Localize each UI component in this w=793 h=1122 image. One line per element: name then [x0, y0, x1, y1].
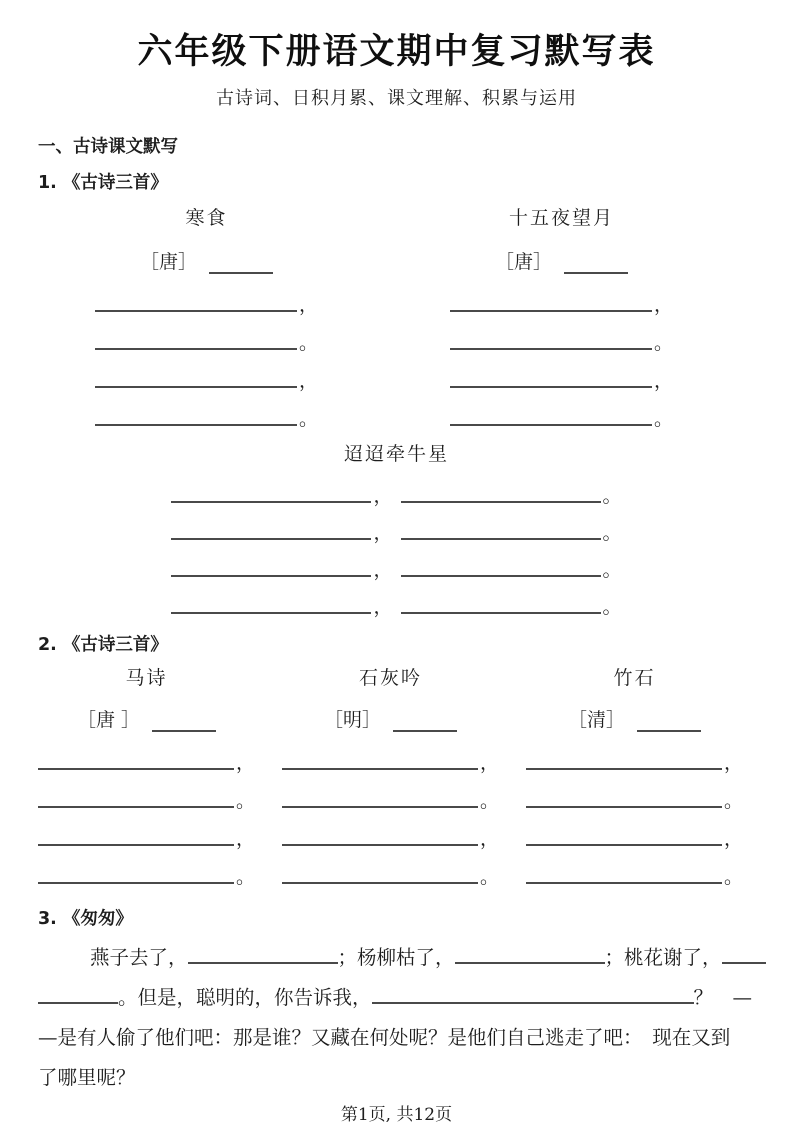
dynasty-label: ［明］: [323, 709, 381, 731]
punctuation-mark: ，: [653, 294, 673, 316]
center-verse-row: [0, 503, 793, 544]
verse-blank-line: [401, 572, 601, 577]
poem-author-row: [140, 244, 273, 274]
poem-column: [282, 666, 499, 888]
punctuation-mark: 。: [653, 332, 673, 354]
cloze-paragraph: [38, 938, 755, 1098]
punctuation-mark: ，: [653, 370, 673, 392]
punctuation-mark: 。: [236, 866, 256, 888]
verse-line-row: [95, 274, 319, 316]
punctuation-mark: ，: [299, 294, 319, 316]
poem-trio-block: [0, 666, 793, 888]
punctuation-mark: 。: [236, 790, 256, 812]
poem-title: 寒食: [185, 207, 228, 229]
verse-blank-line: [171, 535, 371, 540]
poem-column: [450, 206, 673, 430]
poem-title: 十五夜望月: [508, 207, 614, 229]
verse-line-row: [38, 808, 256, 850]
verse-blank-line: [401, 498, 601, 503]
paragraph-text: —是有人偷了他们吧：那是谁？又藏在何处呢？是他们自己逃走了吧： 现在又到: [38, 1026, 731, 1049]
punctuation-mark: 。: [602, 559, 622, 581]
center-verse-row: [0, 577, 793, 618]
item-2-label: 2. 《古诗三首》: [38, 635, 168, 655]
verse-blank-line: [401, 609, 601, 614]
page-subtitle: 古诗词、日积月累、课文理解、积累与运用: [216, 88, 577, 109]
punctuation-mark: ，: [479, 752, 499, 774]
punctuation-mark: ，: [236, 828, 256, 850]
poem-column: [38, 666, 256, 888]
paragraph-text: ；桃花谢了，: [604, 946, 722, 969]
verse-blank-line: [95, 421, 297, 426]
poem-author-row: [77, 702, 216, 732]
dynasty-label: ［清］: [567, 709, 625, 731]
paragraph-line: [38, 1058, 755, 1098]
verse-blank-line: [526, 879, 722, 884]
punctuation-mark: 。: [479, 866, 499, 888]
page-title: 六年级下册语文期中复习默写表: [137, 32, 656, 72]
poem-title: 马诗: [125, 667, 168, 689]
poem-column: [95, 206, 319, 430]
punctuation-mark: 。: [299, 408, 319, 430]
page-footer: 第1页, 共12页: [340, 1105, 453, 1122]
paragraph-text: 。但是，聪明的，你告诉我，: [118, 986, 372, 1009]
verse-line-row: [95, 350, 319, 392]
paragraph-line: [38, 938, 755, 978]
verse-line-row: [38, 770, 256, 812]
fill-in-blank-line: [188, 962, 338, 964]
verse-line-row: [95, 312, 319, 354]
verse-line-row: [526, 846, 743, 888]
poem-column: [526, 666, 743, 888]
dynasty-label: ［唐］: [140, 251, 198, 273]
verse-line-row: [526, 808, 743, 850]
center-verse-row: [0, 540, 793, 581]
poem-author-row: [495, 244, 628, 274]
dynasty-label: ［唐 ］: [76, 709, 141, 731]
verse-line-row: [526, 770, 743, 812]
verse-blank-line: [171, 609, 371, 614]
fill-in-blank-line: [38, 1002, 118, 1004]
poem-author-row: [568, 702, 701, 732]
verse-blank-line: [282, 879, 478, 884]
punctuation-mark: ，: [236, 752, 256, 774]
dynasty-label: ［唐］: [494, 251, 552, 273]
punctuation-mark: 。: [299, 332, 319, 354]
verse-line-row: [450, 312, 673, 354]
paragraph-text: ？ —: [693, 986, 753, 1009]
punctuation-mark: 。: [723, 866, 743, 888]
fill-in-blank-line: [372, 1002, 694, 1004]
fill-in-blank-line: [455, 962, 605, 964]
verse-line-row: [282, 770, 499, 812]
poem-pair-block: [0, 206, 793, 430]
verse-line-row: [95, 388, 319, 430]
punctuation-mark: 。: [723, 790, 743, 812]
poem-author-row: [324, 702, 457, 732]
verse-blank-line: [450, 421, 652, 426]
punctuation-mark: ，: [723, 752, 743, 774]
poem-title: 竹石: [613, 667, 656, 689]
punctuation-mark: ，: [373, 596, 393, 618]
fill-in-blank-line: [722, 962, 766, 964]
punctuation-mark: 。: [602, 522, 622, 544]
punctuation-mark: ，: [373, 559, 393, 581]
punctuation-mark: ，: [373, 522, 393, 544]
punctuation-mark: 。: [602, 485, 622, 507]
paragraph-line: [38, 1018, 755, 1058]
center-verse-row: [0, 466, 793, 507]
verse-blank-line: [171, 572, 371, 577]
punctuation-mark: ，: [373, 485, 393, 507]
paragraph-text: ；杨柳枯了，: [337, 946, 455, 969]
punctuation-mark: 。: [602, 596, 622, 618]
verse-line-row: [450, 350, 673, 392]
verse-line-row: [450, 274, 673, 316]
verse-line-row: [282, 732, 499, 774]
verse-blank-line: [171, 498, 371, 503]
punctuation-mark: ，: [723, 828, 743, 850]
center-poem-title: 迢迢牵牛星: [343, 443, 449, 465]
verse-line-row: [282, 846, 499, 888]
item-1-label: 1. 《古诗三首》: [38, 173, 168, 193]
verse-line-row: [38, 846, 256, 888]
section-heading: 一、古诗课文默写: [38, 137, 178, 157]
verse-line-row: [450, 388, 673, 430]
punctuation-mark: ，: [479, 828, 499, 850]
verse-blank-line: [38, 879, 234, 884]
verse-line-row: [38, 732, 256, 774]
paragraph-line: [38, 978, 755, 1018]
punctuation-mark: 。: [479, 790, 499, 812]
poem-title: 石灰吟: [358, 667, 422, 689]
verse-blank-line: [401, 535, 601, 540]
punctuation-mark: 。: [653, 408, 673, 430]
verse-line-row: [526, 732, 743, 774]
punctuation-mark: ，: [299, 370, 319, 392]
item-3-label: 3. 《匆匆》: [38, 909, 133, 929]
verse-line-row: [282, 808, 499, 850]
center-poem-lines: [0, 466, 793, 618]
paragraph-text: 了哪里呢？: [38, 1066, 136, 1089]
paragraph-text: 燕子去了，: [90, 946, 188, 969]
